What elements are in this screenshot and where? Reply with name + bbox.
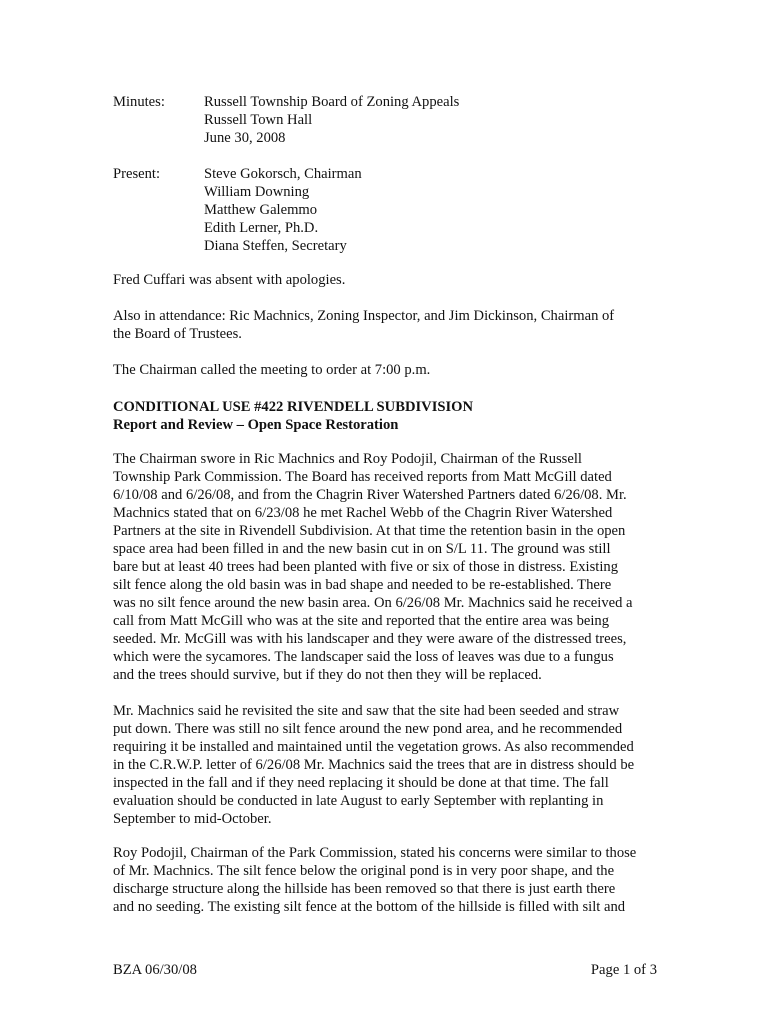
section-subtitle: Report and Review – Open Space Restoration xyxy=(113,417,399,433)
paragraph-line: The Chairman swore in Ric Machnics and Roy Podojil, Chairman of the Russell xyxy=(113,451,582,467)
section-title: CONDITIONAL USE #422 RIVENDELL SUBDIVISION xyxy=(113,399,474,415)
minutes-line: Russell Town Hall xyxy=(204,112,313,128)
present-list xyxy=(204,165,362,255)
minutes-details xyxy=(204,93,459,147)
paragraph-line: September to mid-October. xyxy=(113,811,272,827)
minutes-line: June 30, 2008 xyxy=(204,130,286,146)
absent-paragraph xyxy=(113,271,673,289)
absent-line: Fred Cuffari was absent with apologies. xyxy=(113,272,346,288)
present-member: Edith Lerner, Ph.D. xyxy=(204,220,319,236)
paragraph-line: call from Matt McGill who was at the site and reported that the entire area was being xyxy=(113,613,610,629)
paragraph-line: and the trees should survive, but if they do not then they will be replaced. xyxy=(113,667,542,683)
paragraph-line: Roy Podojil, Chairman of the Park Commission, stated his concerns were similar to those xyxy=(113,845,637,861)
paragraph-line: and no seeding. The existing silt fence at the bottom of the hillside is filled with silt and xyxy=(113,899,626,915)
paragraph-line: Partners at the site in Rivendell Subdivision. At that time the retention basin in the open xyxy=(113,523,626,539)
page-footer xyxy=(113,961,657,979)
paragraph-2 xyxy=(113,702,673,828)
paragraph-line: Mr. Machnics said he revisited the site and saw that the site had been seeded and straw xyxy=(113,703,620,719)
call-to-order-paragraph xyxy=(113,361,673,379)
minutes-label: Minutes: xyxy=(113,94,165,110)
footer-document-id: BZA 06/30/08 xyxy=(113,962,197,978)
paragraph-line: Machnics stated that on 6/23/08 he met Rachel Webb of the Chagrin River Watershed xyxy=(113,505,613,521)
present-member: Diana Steffen, Secretary xyxy=(204,238,347,254)
paragraph-line: was no silt fence around the new basin area. On 6/26/08 Mr. Machnics said he received a xyxy=(113,595,633,611)
paragraph-line: in the C.R.W.P. letter of 6/26/08 Mr. Machnics said the trees that are in distress should be xyxy=(113,757,635,773)
attendance-line: Also in attendance: Ric Machnics, Zoning Inspector, and Jim Dickinson, Chairman of xyxy=(113,308,615,324)
paragraph-line: evaluation should be conducted in late August to early September with replanting in xyxy=(113,793,604,809)
attendance-line: the Board of Trustees. xyxy=(113,326,242,342)
minutes-line: Russell Township Board of Zoning Appeals xyxy=(204,94,460,110)
paragraph-line: seeded. Mr. McGill was with his landscaper and they were aware of the distressed trees, xyxy=(113,631,627,647)
paragraph-line: 6/10/08 and 6/26/08, and from the Chagrin River Watershed Partners dated 6/26/08. Mr. xyxy=(113,487,627,503)
attendance-paragraph xyxy=(113,307,673,343)
present-member: William Downing xyxy=(204,184,310,200)
paragraph-line: put down. There was still no silt fence around the new pond area, and he recommended xyxy=(113,721,623,737)
paragraph-line: Township Park Commission. The Board has received reports from Matt McGill dated xyxy=(113,469,612,485)
paragraph-line: which were the sycamores. The landscaper said the loss of leaves was due to a fungus xyxy=(113,649,614,665)
paragraph-line: silt fence along the old basin was in bad shape and needed to be re-established. There xyxy=(113,577,612,593)
present-member: Steve Gokorsch, Chairman xyxy=(204,166,362,182)
present-label: Present: xyxy=(113,166,161,182)
paragraph-line: inspected in the fall and if they need replacing it should be done at that time. The fall xyxy=(113,775,609,791)
call-to-order-line: The Chairman called the meeting to order at 7:00 p.m. xyxy=(113,362,431,378)
present-block xyxy=(113,165,673,255)
paragraph-line: discharge structure along the hillside has been removed so that there is just earth there xyxy=(113,881,616,897)
paragraph-line: bare but at least 40 trees had been planted with five or six of those in distress. Existing xyxy=(113,559,618,575)
present-member: Matthew Galemmo xyxy=(204,202,318,218)
section-heading xyxy=(113,398,673,434)
page-number: Page 1 of 3 xyxy=(590,962,657,978)
paragraph-1 xyxy=(113,450,673,684)
paragraph-line: space area had been filled in and the new basin cut in on S/L 11. The ground was still xyxy=(113,541,611,557)
minutes-block xyxy=(113,93,673,147)
paragraph-3 xyxy=(113,844,673,916)
paragraph-line: of Mr. Machnics. The silt fence below the original pond is in very poor shape, and the xyxy=(113,863,615,879)
paragraph-line: requiring it be installed and maintained until the vegetation grows. As also recommended xyxy=(113,739,634,755)
